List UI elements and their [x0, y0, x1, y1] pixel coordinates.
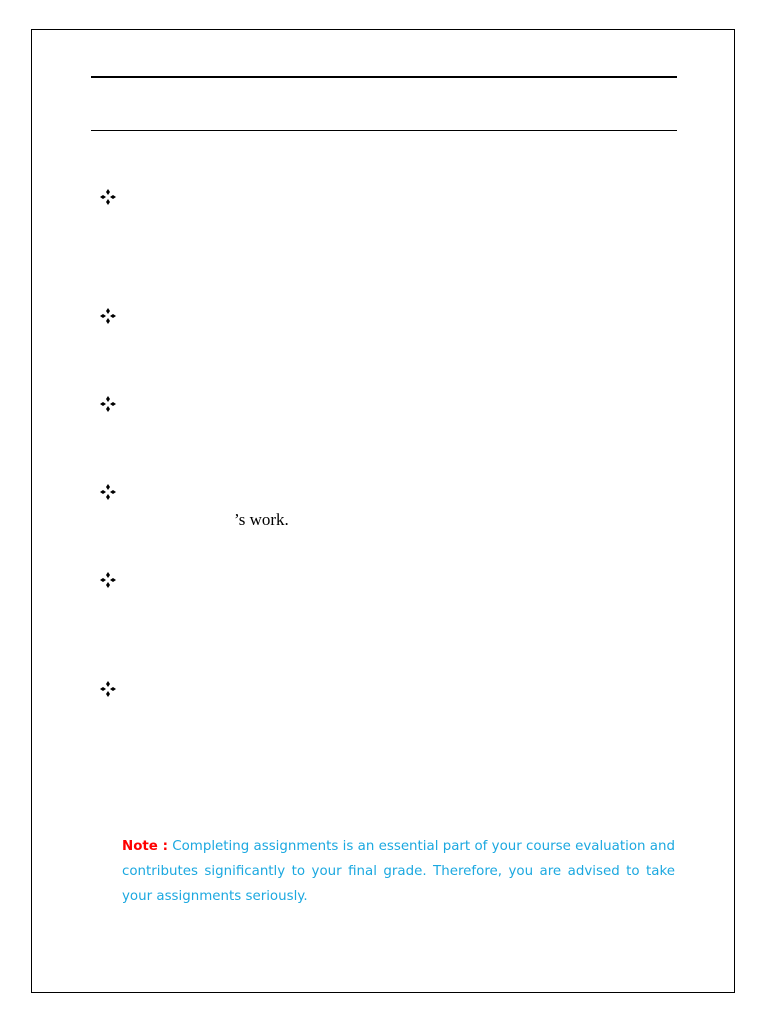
assignment-note: [122, 834, 675, 909]
diamond-bullet-icon: [99, 188, 117, 206]
bullet-text-fragment: ’s work.: [234, 510, 289, 529]
diamond-bullet-icon: [99, 395, 117, 413]
header-rule-top: [91, 76, 677, 78]
diamond-bullet-icon: [99, 571, 117, 589]
header-rule-bottom: [91, 130, 677, 131]
diamond-bullet-icon: [99, 680, 117, 698]
note-text: Completing assignments is an essential part of your course evaluation and contributes significantly to your final grade. Therefore, you are advised to take your assignments seriously.: [122, 839, 676, 904]
note-label: Note :: [122, 839, 168, 854]
diamond-bullet-icon: [99, 307, 117, 325]
diamond-bullet-icon: [99, 483, 117, 501]
